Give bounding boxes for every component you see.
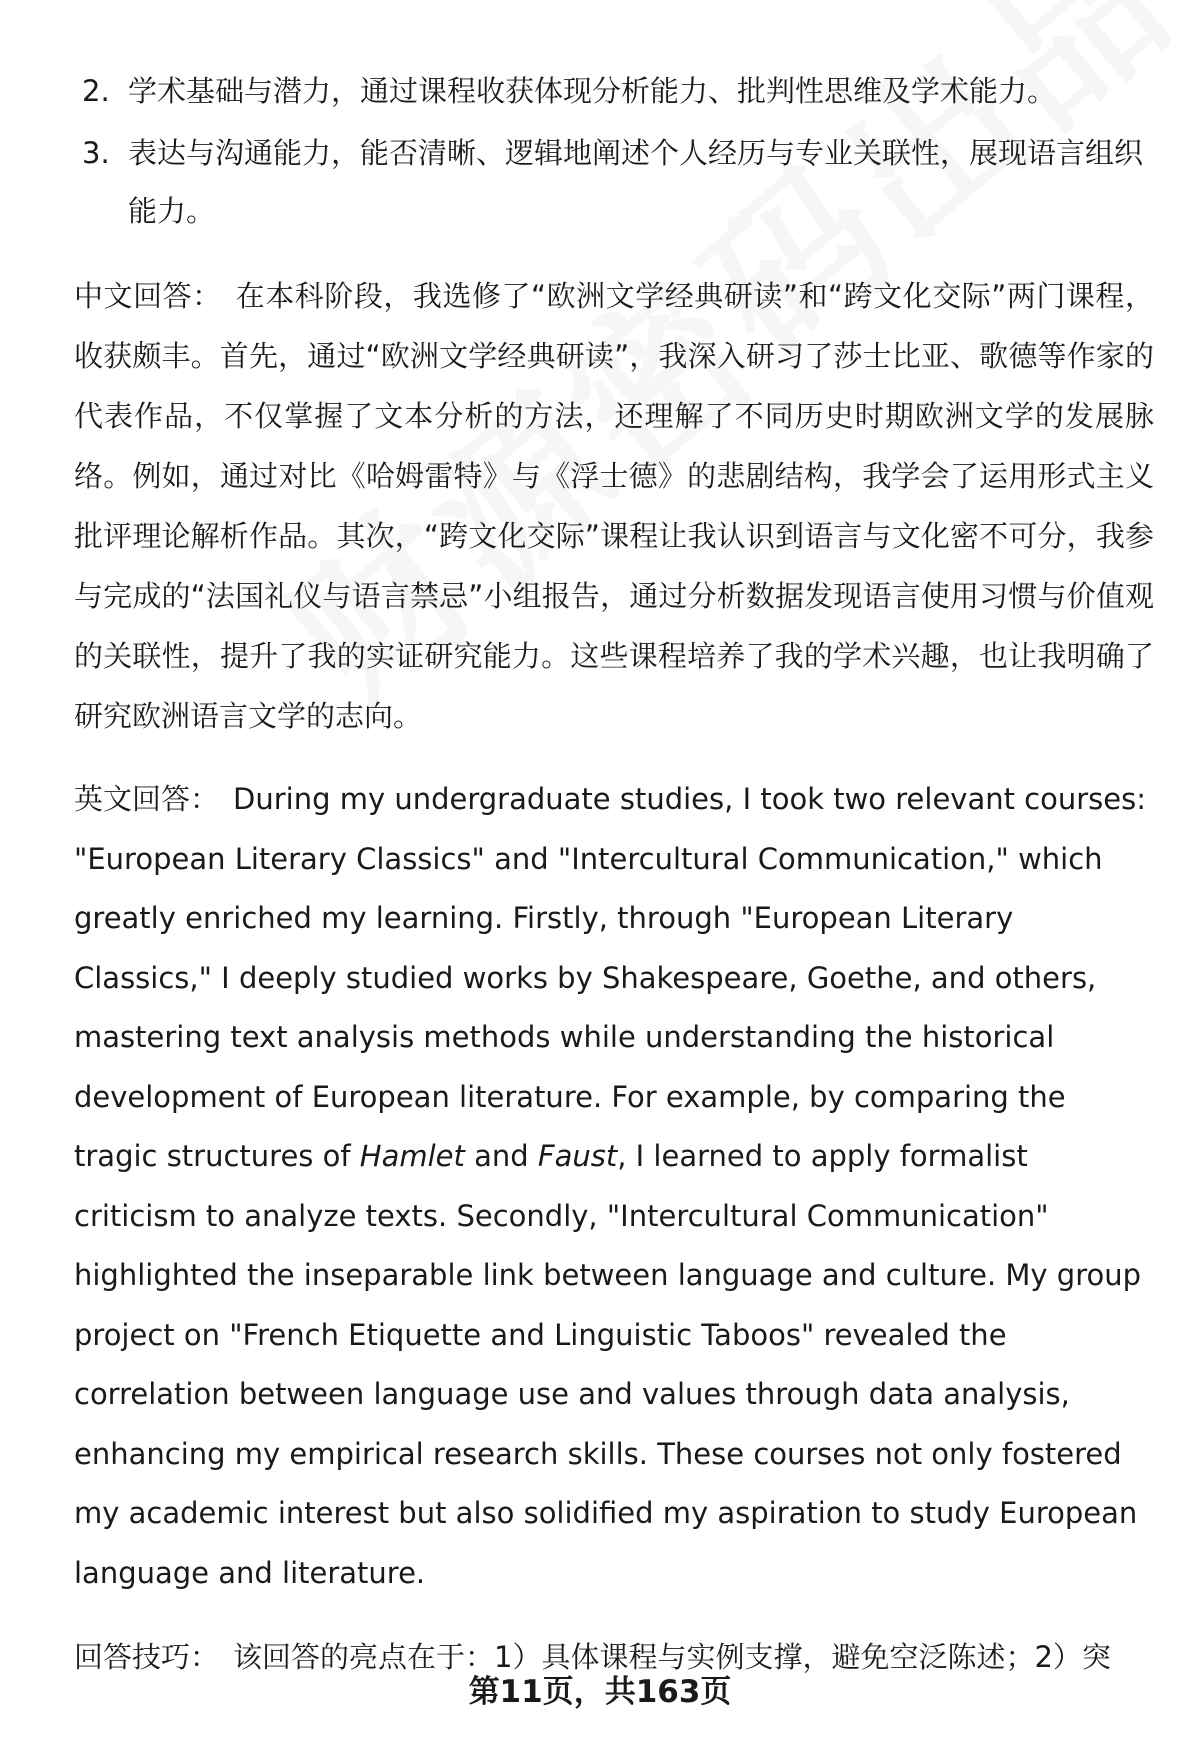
english-answer-paragraph bbox=[74, 770, 1154, 1603]
title-faust: Faust bbox=[537, 1139, 618, 1173]
answer-tips-label: 回答技巧： bbox=[74, 1640, 220, 1674]
english-answer-label: 英文回答： bbox=[74, 782, 220, 816]
title-hamlet: Hamlet bbox=[359, 1139, 465, 1173]
chinese-answer-paragraph bbox=[74, 266, 1154, 746]
page-number-footer: 第11页，共163页 bbox=[468, 1674, 732, 1710]
list-item bbox=[74, 62, 1154, 120]
list-item-text: 表达与沟通能力，能否清晰、逻辑地阐述个人经历与专业关联性，展现语言组织能力。 bbox=[128, 136, 1144, 228]
english-answer-text-part2: , I learned to apply formalist criticism to analyze texts. Secondly, "Intercultural Communication" highlighted the inseparable link between language and culture. My group project on "French Etiquette and Linguistic Taboos" revealed the correlation between language use and values through data analysis, enhancing my empirical research skills. These courses not only fostered my academic interest but also solidified my aspiration to study European language and literature. bbox=[74, 1139, 1142, 1590]
list-item-number: 3. bbox=[82, 136, 110, 170]
list-item bbox=[74, 124, 1154, 240]
page-content bbox=[74, 62, 1154, 1687]
english-answer-and: and bbox=[464, 1139, 538, 1173]
answer-tips-text: 该回答的亮点在于：1）具体课程与实例支撑，避免空泛陈述；2）突 bbox=[233, 1640, 1111, 1674]
criteria-list bbox=[74, 62, 1154, 240]
list-item-number: 2. bbox=[82, 74, 110, 108]
chinese-answer-label: 中文回答： bbox=[74, 279, 222, 313]
chinese-answer-text: 在本科阶段，我选修了“欧洲文学经典研读”和“跨文化交际”两门课程，收获颇丰。首先，通过“欧洲文学经典研读”，我深入研习了莎士比亚、歌德等作家的代表作品，不仅掌握了文本分析的方法，还理解了不同历史时期欧洲文学的发展脉络。例如，通过对比《哈姆雷特》与《浮士德》的悲剧结构，我学会了运用形式主义批评理论解析作品。其次，“跨文化交际”课程让我认识到语言与文化密不可分，我参与完成的“法国礼仪与语言禁忌”小组报告，通过分析数据发现语言使用习惯与价值观的关联性，提升了我的实证研究能力。这些课程培养了我的学术兴趣，也让我明确了研究欧洲语言文学的志向。 bbox=[74, 279, 1154, 733]
list-item-text: 学术基础与潜力，通过课程收获体现分析能力、批判性思维及学术能力。 bbox=[128, 74, 1057, 108]
english-answer-text-part1: During my undergraduate studies, I took two relevant courses: "European Literary Classics" and "Intercultural Communication," which greatly enriched my learning. Firstly, through "European Literary Classics," I deeply studied works by Shakespeare, Goethe, and others, mastering text analysis methods while understanding the historical development of European literature. For example, by comparing the tragic structures of bbox=[74, 782, 1147, 1173]
